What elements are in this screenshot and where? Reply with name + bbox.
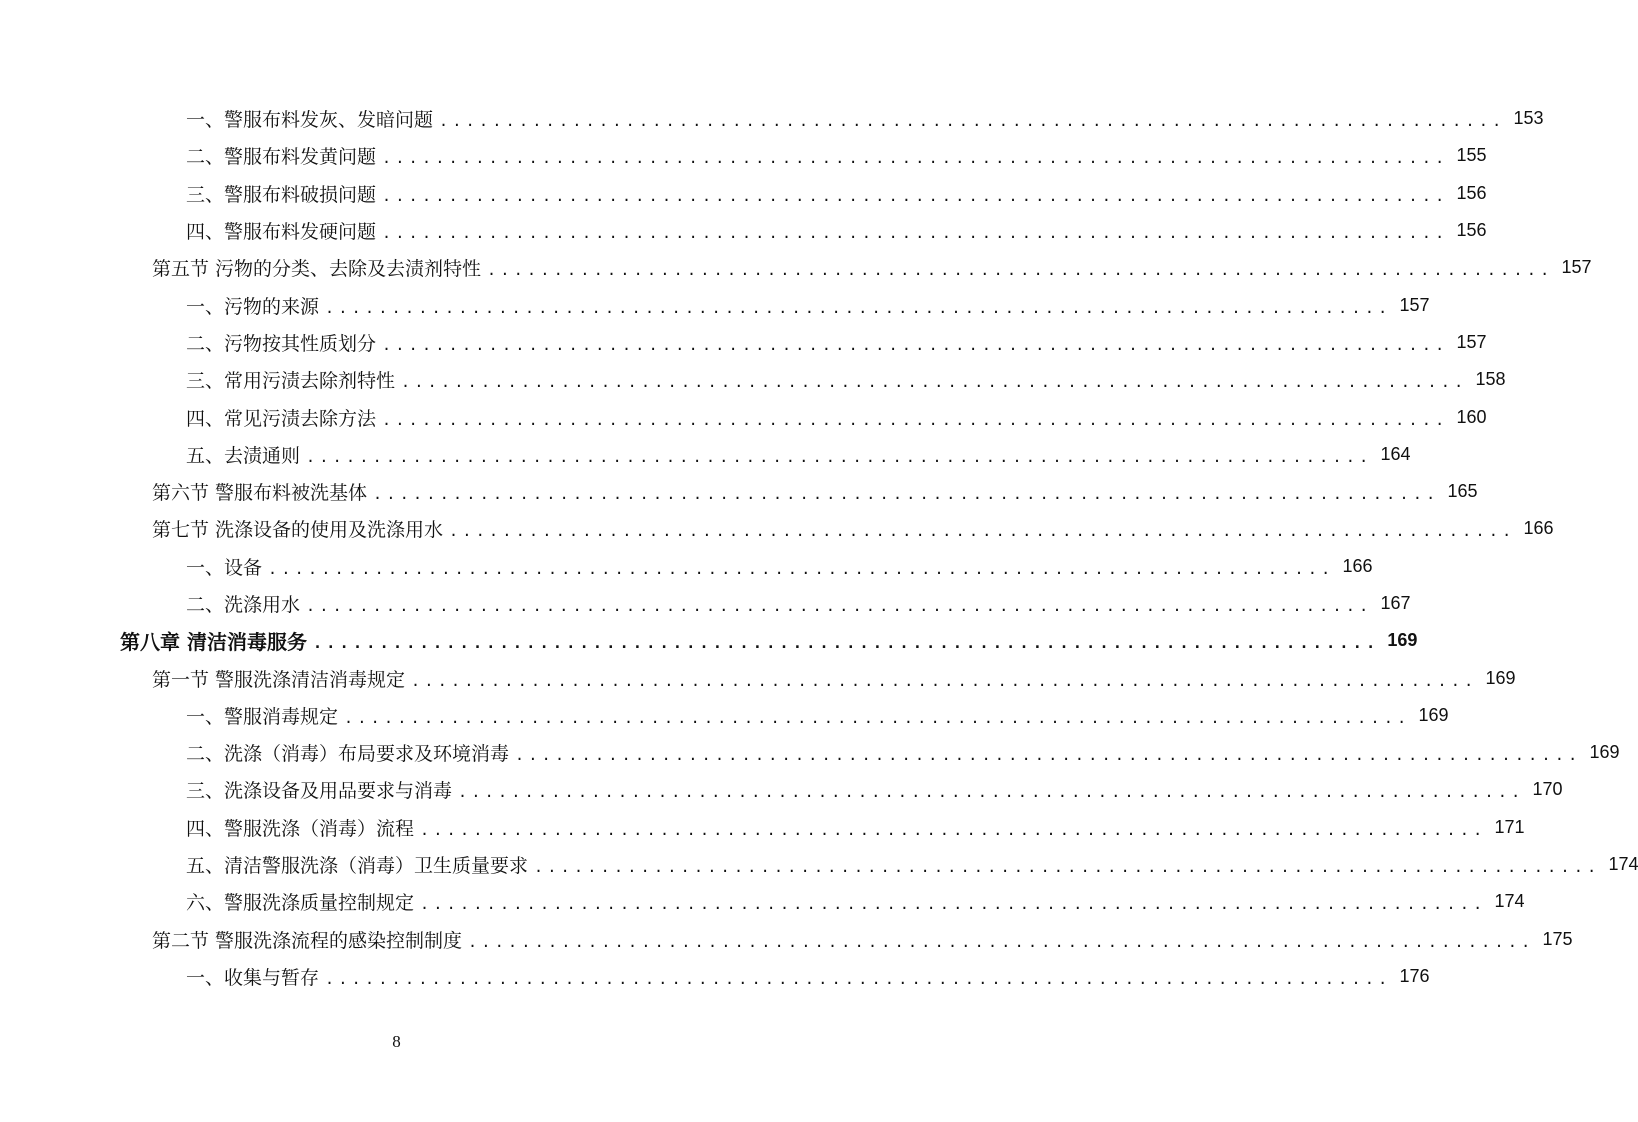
toc-entry-title: 三、洗涤设备及用品要求与消毒 xyxy=(186,780,453,803)
toc-entry-page: 174 xyxy=(1494,891,1525,912)
toc-entry-item[interactable] xyxy=(0,585,1411,622)
toc-entry-item[interactable] xyxy=(0,175,1487,212)
toc-entry-item[interactable] xyxy=(0,436,1411,473)
toc-entry-title: 四、常见污渍去除方法 xyxy=(186,407,377,430)
table-of-contents xyxy=(0,100,1638,995)
toc-entry-page: 174 xyxy=(1608,854,1638,875)
dot-leader: ................................................................................ xyxy=(449,522,1516,541)
toc-entry-section[interactable] xyxy=(0,510,1554,547)
toc-entry-page: 169 xyxy=(1387,630,1418,651)
toc-entry-item[interactable] xyxy=(0,697,1449,734)
toc-entry-page: 157 xyxy=(1456,331,1487,352)
dot-leader: ................................................................................ xyxy=(382,224,1449,243)
dot-leader: ................................................................................ xyxy=(458,783,1525,802)
dot-leader: ................................................................................ xyxy=(487,261,1554,280)
toc-entry-section[interactable] xyxy=(0,659,1516,696)
toc-entry-title: 第五节 污物的分类、去除及去渍剂特性 xyxy=(152,258,482,281)
dot-leader: ................................................................................ xyxy=(325,969,1392,988)
toc-entry-title: 二、警服布料发黄问题 xyxy=(186,146,377,169)
toc-entry-section[interactable] xyxy=(0,921,1573,958)
toc-entry-item[interactable] xyxy=(0,809,1525,846)
toc-entry-page: 157 xyxy=(1399,294,1430,315)
toc-entry-page: 169 xyxy=(1589,742,1620,763)
toc-entry-title: 五、清洁警服洗涤（消毒）卫生质量要求 xyxy=(186,855,529,878)
toc-entry-page: 169 xyxy=(1418,704,1449,725)
toc-entry-section[interactable] xyxy=(0,473,1478,510)
toc-entry-title: 第二节 警服洗涤流程的感染控制制度 xyxy=(152,929,463,952)
toc-entry-page: 160 xyxy=(1456,406,1487,427)
dot-leader: ................................................................................ xyxy=(439,112,1506,131)
dot-leader: ................................................................................ xyxy=(401,373,1468,392)
toc-entry-title: 二、污物按其性质划分 xyxy=(186,332,377,355)
toc-entry-title: 四、警服洗涤（消毒）流程 xyxy=(186,817,415,840)
toc-entry-title: 四、警服布料发硬问题 xyxy=(186,221,377,244)
toc-entry-title: 六、警服洗涤质量控制规定 xyxy=(186,892,415,915)
toc-entry-page: 169 xyxy=(1485,667,1516,688)
toc-entry-title: 一、设备 xyxy=(186,556,263,579)
toc-entry-item[interactable] xyxy=(0,734,1620,771)
toc-entry-page: 155 xyxy=(1456,145,1487,166)
dot-leader: ................................................................................ xyxy=(382,335,1449,354)
dot-leader: ................................................................................ xyxy=(373,485,1440,504)
toc-entry-page: 166 xyxy=(1523,518,1554,539)
dot-leader: ................................................................................ xyxy=(268,559,1335,578)
toc-entry-title: 二、洗涤（消毒）布局要求及环境消毒 xyxy=(186,743,510,766)
toc-entry-page: 156 xyxy=(1456,182,1487,203)
toc-entry-title: 五、去渍通则 xyxy=(186,444,301,467)
toc-entry-page: 176 xyxy=(1399,965,1430,986)
dot-leader: ................................................................................ xyxy=(420,895,1487,914)
toc-entry-title: 三、常用污渍去除剂特性 xyxy=(186,370,396,393)
toc-entry-chapter[interactable] xyxy=(0,622,1418,659)
toc-entry-title: 一、污物的来源 xyxy=(186,295,320,318)
dot-leader: ................................................................................ xyxy=(468,932,1535,951)
toc-entry-item[interactable] xyxy=(0,958,1430,995)
toc-entry-item[interactable] xyxy=(0,771,1563,808)
dot-leader: ................................................................................ xyxy=(306,597,1373,615)
dot-leader: ................................................................................ xyxy=(325,298,1392,317)
toc-entry-title: 三、警服布料破损问题 xyxy=(186,183,377,206)
dot-leader: ................................................................................ xyxy=(411,671,1478,690)
dot-leader: ................................................................................ xyxy=(344,708,1411,727)
toc-entry-item[interactable] xyxy=(0,398,1487,435)
toc-entry-section[interactable] xyxy=(0,249,1592,286)
toc-entry-item[interactable] xyxy=(0,846,1638,883)
dot-leader: ................................................................................ xyxy=(306,447,1373,466)
toc-entry-item[interactable] xyxy=(0,324,1487,361)
dot-leader: ................................................................................ xyxy=(382,410,1449,429)
toc-entry-page: 156 xyxy=(1456,220,1487,241)
toc-entry-item[interactable] xyxy=(0,548,1373,585)
toc-entry-page: 166 xyxy=(1342,555,1373,576)
toc-entry-page: 153 xyxy=(1513,108,1544,129)
toc-entry-title: 第八章 清洁消毒服务 xyxy=(120,630,307,655)
dot-leader: ................................................................................ xyxy=(420,820,1487,839)
dot-leader: ................................................................................ xyxy=(515,746,1582,765)
dot-leader: ................................................................................ xyxy=(382,149,1449,168)
toc-entry-item[interactable] xyxy=(0,286,1430,323)
toc-entry-page: 167 xyxy=(1380,593,1411,613)
dot-leader: ................................................................................ xyxy=(382,186,1449,205)
page-number: 8 xyxy=(392,1032,401,1051)
toc-entry-page: 170 xyxy=(1532,779,1563,800)
toc-entry-item[interactable] xyxy=(0,361,1506,398)
toc-entry-title: 一、收集与暂存 xyxy=(186,966,320,989)
dot-leader: ................................................................................ xyxy=(312,634,1380,653)
toc-entry-page: 158 xyxy=(1475,369,1506,390)
toc-entry-title: 二、洗涤用水 xyxy=(186,594,301,616)
toc-entry-title: 第六节 警服布料被洗基体 xyxy=(152,482,368,505)
toc-entry-page: 171 xyxy=(1494,816,1525,837)
toc-entry-item[interactable] xyxy=(0,883,1525,920)
toc-entry-title: 第七节 洗涤设备的使用及洗涤用水 xyxy=(152,519,444,542)
toc-entry-page: 164 xyxy=(1380,443,1411,464)
toc-entry-title: 第一节 警服洗涤清洁消毒规定 xyxy=(152,668,406,691)
toc-entry-item[interactable] xyxy=(0,137,1487,174)
toc-entry-item[interactable] xyxy=(0,100,1544,137)
toc-entry-item[interactable] xyxy=(0,212,1487,249)
toc-entry-page: 175 xyxy=(1542,928,1573,949)
toc-entry-page: 165 xyxy=(1447,481,1478,502)
toc-entry-title: 一、警服消毒规定 xyxy=(186,705,339,728)
dot-leader: ................................................................................ xyxy=(534,858,1601,877)
toc-entry-title: 一、警服布料发灰、发暗问题 xyxy=(186,109,434,132)
toc-entry-page: 157 xyxy=(1561,257,1592,278)
